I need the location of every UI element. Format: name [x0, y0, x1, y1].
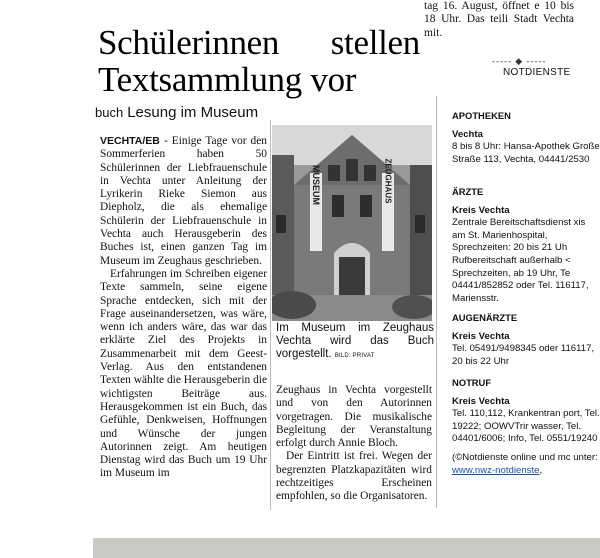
- byline: VECHTA/EB: [100, 135, 160, 147]
- notdienste-link[interactable]: www.nwz-notdienste: [452, 464, 540, 476]
- body-paragraph: Erfahrungen im Schreiben eigener Texte sammeln, seine eigene Sprache entdecken, sich mit der Frage auseinandersetzen, was wäre, wenn ich anders wäre, das war das erklärte Ziel des Projekts in Zusammenarbeit mit dem Geest-Verlag. Aus den entstandenen Texten wählte die Herausgeberin die wichtigsten Beiträge aus. Herausgekommen ist ein Buch, das Gefühle, Denkweisen, Hoffnungen und Wünsche der jungen Autorinnen zeigt. Am heutigen Dienstag wird das Buch um 19 Uhr im Museum im: [100, 267, 267, 480]
- section-header: ÄRZTE: [452, 186, 484, 197]
- museum-building-image: [272, 125, 432, 321]
- service-text: Tel. 110,112, Krankentran port, Tel. 19222; OOWVTrir wasser, Tel. 04401/6006; Info, Tel. 0551/19240: [452, 408, 600, 445]
- service-text: Tel. 05491/9498345 oder 116117, 20 bis 22 Uhr: [452, 343, 595, 367]
- article-column-1: [100, 135, 267, 481]
- place-label: Kreis Vechta: [452, 204, 510, 216]
- kicker-main: Lesung im Museum: [127, 104, 259, 121]
- notruf-block: [452, 377, 600, 477]
- service-text: 8 bis 8 Uhr: Hansa-Apothek Große Straße 113, Vechta, 04441/2530: [452, 141, 600, 165]
- sign-text: MUSEUM: [311, 165, 321, 205]
- section-header: AUGENÄRZTE: [452, 312, 518, 323]
- headline-word: Schülerinnen: [98, 23, 280, 62]
- headline: [98, 24, 420, 98]
- place-label: Kreis Vechta: [452, 330, 510, 342]
- article-column-2: [276, 384, 432, 504]
- section-header: NOTRUF: [452, 377, 492, 388]
- lead-paragraph: - Einige Tage vor den Sommerferien haben 50 Schülerinnen der Liebfrauenschule in Vechta unter Anleitung der Lyrikerin Rieke Siemon aus Diepholz, die als ehemalige Schülerin der Liebfrauenschule in Vechta auch Herausgeberin des Buches ist, einen ganzen Tag im Museum im Zeughaus geschrieben.: [100, 135, 267, 267]
- kicker-small: buch: [95, 105, 124, 120]
- photo-credit: BILD: PRIVAT: [334, 353, 375, 359]
- place-label: Vechta: [452, 128, 483, 140]
- section-header: APOTHEKEN: [452, 110, 511, 121]
- sign-text: ZEUGHAUS: [383, 158, 393, 204]
- caption-text: Im Museum im Zeughaus Vechta wird das Buch vorgestellt.: [276, 322, 434, 360]
- service-text: Zentrale Bereitschaftsdienst xis am St. Marienhospital, Sprechzeiten: 20 bis 21 Uh Rufbereitschaft außerhalb < Sprechzeiten, ab 19 Uhr, Te 04441/852852 oder Tel. 116117, Mariensstr.: [452, 217, 589, 304]
- body-paragraph: Der Eintritt ist frei. Wegen der begrenzten Platzkapazitäten wird rechtzeitiges Erscheinen empfohlen, so die Organisatoren.: [276, 450, 432, 503]
- column-rule: [436, 96, 437, 508]
- aerzte-block: [452, 186, 600, 305]
- body-paragraph: Zeughaus in Vechta vorgestellt und von den Autorinnen vorgetragen. Die musikalische Begleitung der Veranstaltung erfolgt durch Annie Bloch.: [276, 384, 432, 450]
- headline-word: stellen: [330, 23, 420, 62]
- previous-article-end: tag 16. August, öffnet e 10 bis 18 Uhr. Das teili Stadt Vechta mit.: [424, 0, 574, 39]
- footer-text: (©Notdienste online und mc unter:: [452, 451, 598, 463]
- column-rule: [270, 120, 271, 510]
- headline-line-2: Textsammlung vor: [98, 60, 357, 99]
- next-page-edge: [93, 538, 600, 558]
- place-label: Kreis Vechta: [452, 395, 510, 407]
- augenaerzte-block: [452, 312, 600, 368]
- section-title: NOTDIENSTE: [503, 67, 571, 78]
- photo-caption: [276, 322, 434, 363]
- apotheken-block: [452, 110, 600, 166]
- divider: ----- ◆ -----: [492, 56, 547, 66]
- footer-note: (©Notdienste online und mc unter: www.nwz-notdienste,: [452, 451, 598, 476]
- article-photo: [272, 125, 432, 321]
- kicker: [95, 104, 258, 121]
